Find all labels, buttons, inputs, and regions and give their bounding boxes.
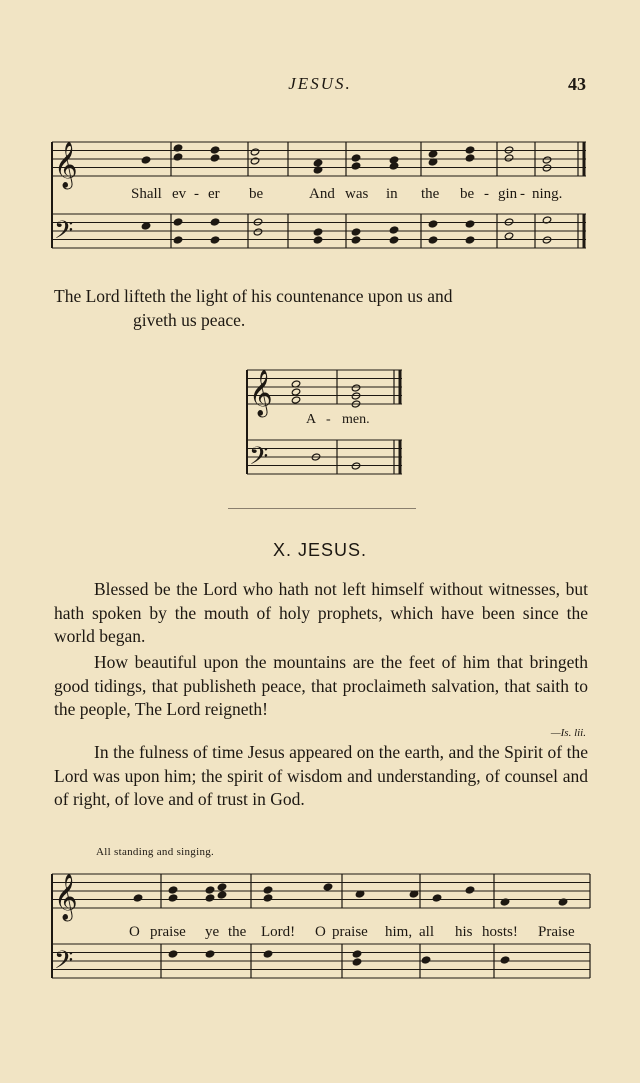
notehead	[352, 958, 361, 966]
lyric-syllable: be	[249, 186, 264, 202]
section-divider	[228, 508, 416, 509]
notehead	[504, 154, 513, 162]
lyric-syllable: Praise	[538, 924, 575, 940]
lyric-syllable: men.	[342, 412, 370, 427]
notehead	[432, 894, 441, 902]
notehead	[205, 886, 214, 894]
lyric-syllable: Lord!	[261, 924, 296, 940]
lyric-syllable: be	[460, 186, 475, 202]
notehead	[263, 894, 272, 902]
notehead	[291, 388, 300, 396]
response-line-2: giveth us peace.	[133, 310, 246, 330]
clef-symbol: 𝄞	[249, 370, 273, 416]
notehead	[323, 883, 332, 891]
lyric-syllable: praise	[332, 924, 368, 940]
notehead	[351, 154, 360, 162]
lyric-syllable: gin	[498, 186, 518, 202]
notehead	[210, 154, 219, 162]
notehead	[352, 950, 361, 958]
lyric-syllable: his	[455, 924, 473, 940]
lyric-syllable: er	[208, 186, 220, 202]
amen-lyrics	[0, 412, 640, 430]
notehead	[389, 226, 398, 234]
notehead	[210, 146, 219, 154]
notehead	[210, 218, 219, 226]
lyric-syllable: -	[326, 412, 331, 427]
notehead	[428, 220, 437, 228]
lyric-syllable: ye	[205, 924, 220, 940]
hymn-top-lyrics	[0, 186, 640, 204]
notehead	[351, 236, 360, 244]
notehead	[141, 156, 150, 164]
notehead	[421, 956, 430, 964]
running-title: JESUS.	[288, 74, 352, 93]
notehead	[313, 159, 322, 167]
hymn-bottom-lyrics	[0, 924, 640, 942]
paragraph-text: Blessed be the Lord who hath not left himself without witnesses, but hath spoken by the mouth of holy prophets, which have been since the world began.	[54, 579, 588, 647]
notehead	[313, 236, 322, 244]
lyric-syllable: was	[345, 186, 369, 202]
notehead	[428, 150, 437, 158]
notehead	[168, 886, 177, 894]
paragraph-text: In the fulness of time Jesus appeared on the earth, and the Spirit of the Lord was upon him; the spirit of wisdom and understanding, of counsel and of right, of love and of trust in God.	[54, 742, 588, 810]
notehead	[351, 384, 360, 392]
notehead	[263, 886, 272, 894]
notehead	[141, 222, 150, 230]
lyric-syllable: praise	[150, 924, 186, 940]
notehead	[205, 894, 214, 902]
clef-symbol: 𝄞	[54, 874, 78, 920]
lyric-syllable: O	[129, 924, 140, 940]
lyric-syllable: -	[484, 186, 489, 202]
clef-symbol: 𝄢	[54, 946, 74, 981]
notehead	[217, 883, 226, 891]
notehead	[504, 232, 513, 240]
lyric-syllable: in	[386, 186, 398, 202]
notehead	[168, 894, 177, 902]
lyric-syllable: -	[520, 186, 525, 202]
paragraph-2	[54, 651, 588, 722]
notehead	[250, 148, 259, 156]
response-line-1: The Lord lifteth the light of his countenance upon us and	[54, 286, 453, 306]
clef-symbol: 𝄢	[54, 216, 74, 251]
lyric-syllable: hosts!	[482, 924, 518, 940]
lyric-syllable: ev	[172, 186, 187, 202]
clef-symbol: 𝄢	[249, 442, 269, 477]
notehead	[465, 886, 474, 894]
scripture-citation: —Is. lii.	[550, 727, 586, 739]
response-text	[54, 284, 586, 332]
notehead	[133, 894, 142, 902]
notehead	[210, 236, 219, 244]
notehead	[250, 157, 259, 165]
notehead	[542, 156, 551, 164]
notehead	[173, 218, 182, 226]
notehead	[173, 236, 182, 244]
notehead	[389, 162, 398, 170]
notehead	[291, 396, 300, 404]
section-title: X. JESUS.	[272, 540, 368, 560]
lyric-syllable: -	[194, 186, 199, 202]
paragraph-text: How beautiful upon the mountains are the feet of him that bringeth good tidings, that publisheth peace, that proclaimeth salvation, that saith to the people, The Lord reigneth!	[54, 652, 588, 720]
notehead	[389, 236, 398, 244]
notehead	[173, 153, 182, 161]
notehead	[168, 950, 177, 958]
notehead	[263, 950, 272, 958]
notehead	[428, 236, 437, 244]
notehead	[205, 950, 214, 958]
lyric-syllable: O	[315, 924, 326, 940]
notehead	[465, 146, 474, 154]
notehead	[465, 154, 474, 162]
notehead	[253, 228, 262, 236]
notehead	[465, 236, 474, 244]
lyric-syllable: all	[419, 924, 434, 940]
paragraph-3	[54, 741, 588, 812]
lyric-syllable: ning.	[532, 186, 563, 202]
notehead	[351, 228, 360, 236]
notehead	[313, 228, 322, 236]
clef-symbol: 𝄞	[54, 142, 78, 188]
lyric-syllable: the	[421, 186, 440, 202]
notehead	[500, 956, 509, 964]
paragraph-1	[54, 578, 588, 649]
notehead	[217, 891, 226, 899]
performance-instruction: All standing and singing.	[96, 846, 215, 858]
lyric-syllable: A	[306, 412, 317, 427]
notehead	[351, 162, 360, 170]
lyric-syllable: the	[228, 924, 247, 940]
lyric-syllable: Shall	[131, 186, 162, 202]
notehead	[465, 220, 474, 228]
lyric-syllable: And	[309, 186, 335, 202]
page-number: 43	[568, 74, 586, 94]
lyric-syllable: him,	[385, 924, 413, 940]
